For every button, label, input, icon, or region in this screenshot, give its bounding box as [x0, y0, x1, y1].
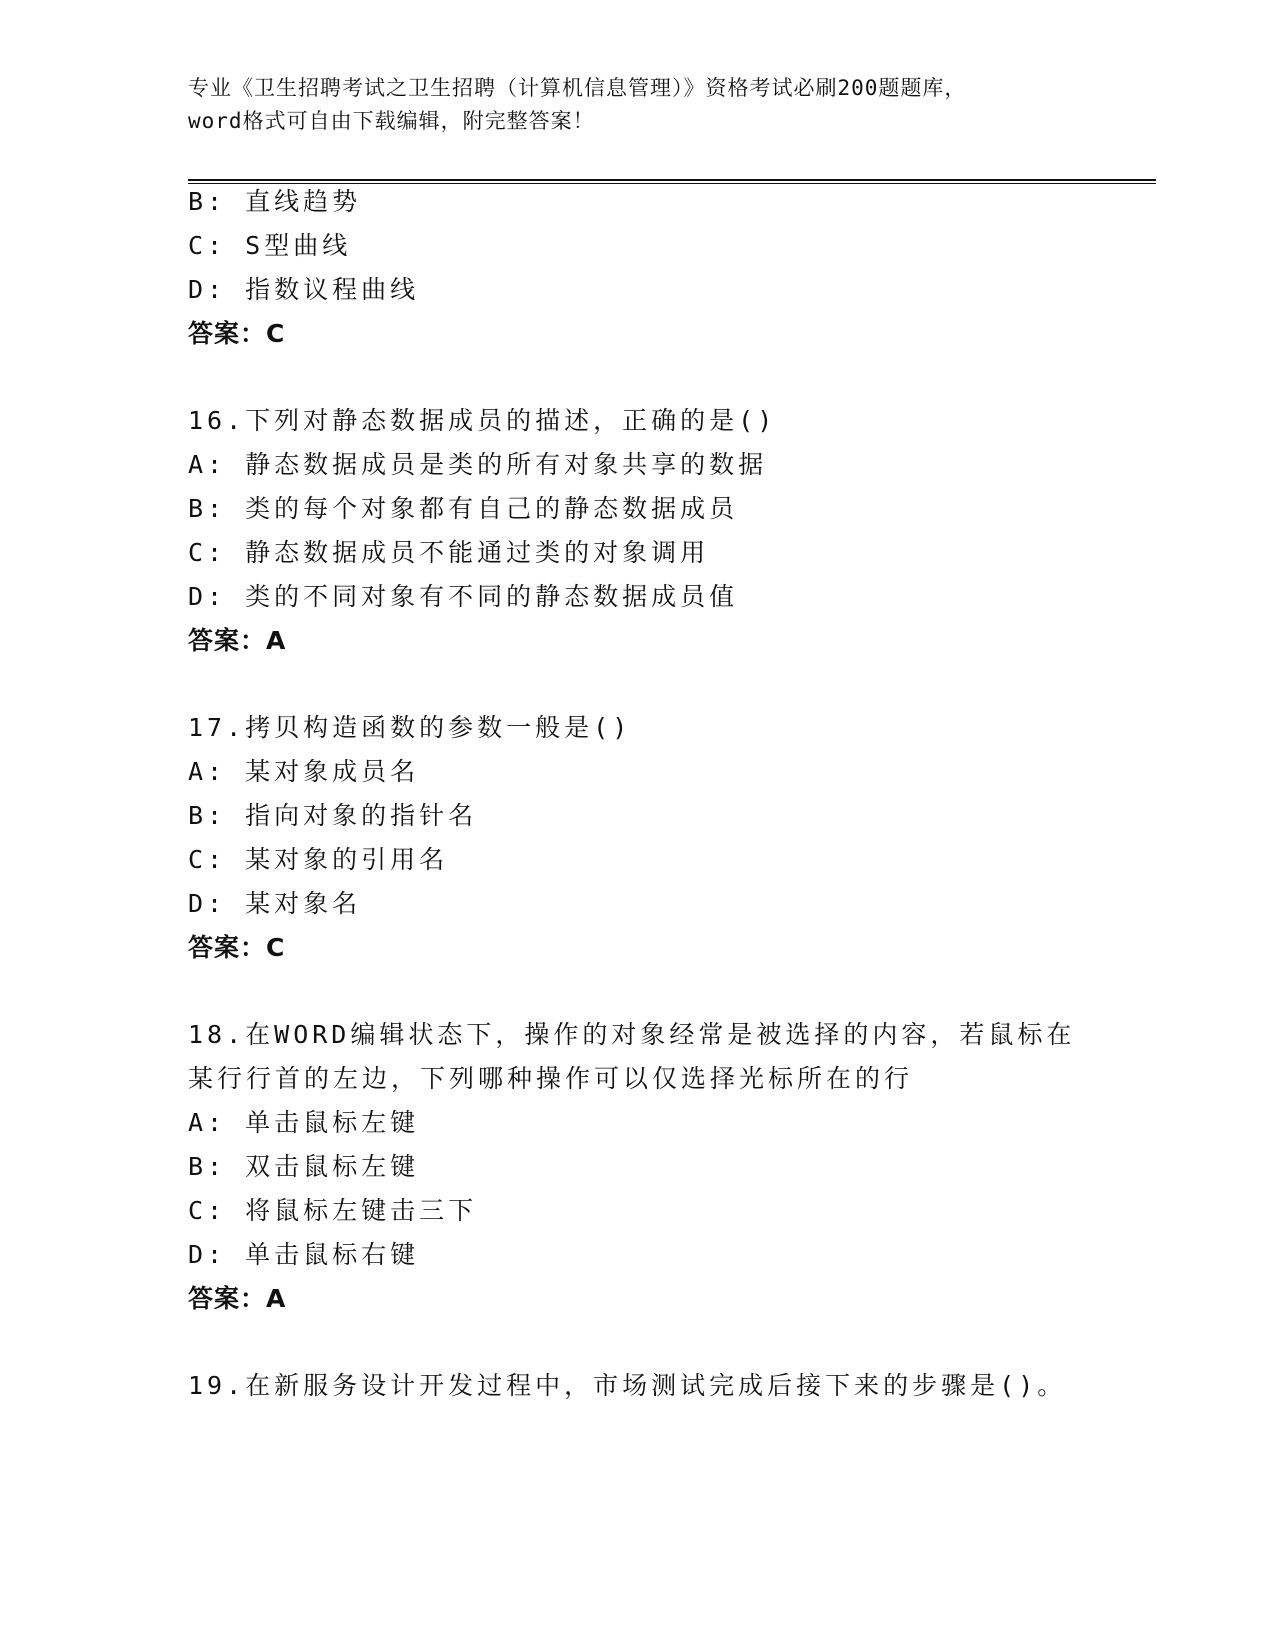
- q16-option-d: D: 类的不同对象有不同的静态数据成员值: [188, 582, 739, 611]
- q15-answer: 答案：C: [188, 319, 286, 348]
- q18-option-a: A: 单击鼠标左键: [188, 1108, 420, 1137]
- q16-stem: 16.下列对静态数据成员的描述，正确的是(): [188, 406, 777, 435]
- q16-option-c: C: 静态数据成员不能通过类的对象调用: [188, 538, 710, 567]
- q17-answer: 答案：C: [188, 933, 286, 962]
- q15-option-d: D: 指数议程曲线: [188, 275, 420, 304]
- q16-option-a: A: 静态数据成员是类的所有对象共享的数据: [188, 450, 768, 479]
- header-title-line-2: word格式可自由下载编辑，附完整答案！: [188, 109, 595, 133]
- header-divider: [188, 179, 1156, 184]
- q18-option-b: B: 双击鼠标左键: [188, 1152, 420, 1181]
- q17-option-b: B: 指向对象的指针名: [188, 801, 478, 830]
- q18-answer: 答案：A: [188, 1284, 287, 1313]
- q16-answer: 答案：A: [188, 626, 287, 655]
- page-header: [188, 72, 1088, 138]
- q17-option-a: A: 某对象成员名: [188, 757, 420, 786]
- q16-option-b: B: 类的每个对象都有自己的静态数据成员: [188, 494, 739, 523]
- q15-option-c: C: S型曲线: [188, 231, 352, 260]
- q19-stem: 19.在新服务设计开发过程中，市场测试完成后接下来的步骤是()。: [188, 1371, 1067, 1400]
- q17-option-d: D: 某对象名: [188, 889, 362, 918]
- q18-stem-line-1: 18.在WORD编辑状态下，操作的对象经常是被选择的内容，若鼠标在: [188, 1020, 1076, 1049]
- q18-option-c: C: 将鼠标左键击三下: [188, 1196, 478, 1225]
- header-title-line-1: 专业《卫生招聘考试之卫生招聘（计算机信息管理）》资格考试必刷200题题库，: [188, 76, 967, 100]
- q17-stem: 17.拷贝构造函数的参数一般是(): [188, 713, 632, 742]
- q18-option-d: D: 单击鼠标右键: [188, 1240, 420, 1269]
- q15-option-b: B: 直线趋势: [188, 187, 362, 216]
- q17-option-c: C: 某对象的引用名: [188, 845, 449, 874]
- q18-stem-line-2: 某行行首的左边，下列哪种操作可以仅选择光标所在的行: [188, 1064, 914, 1093]
